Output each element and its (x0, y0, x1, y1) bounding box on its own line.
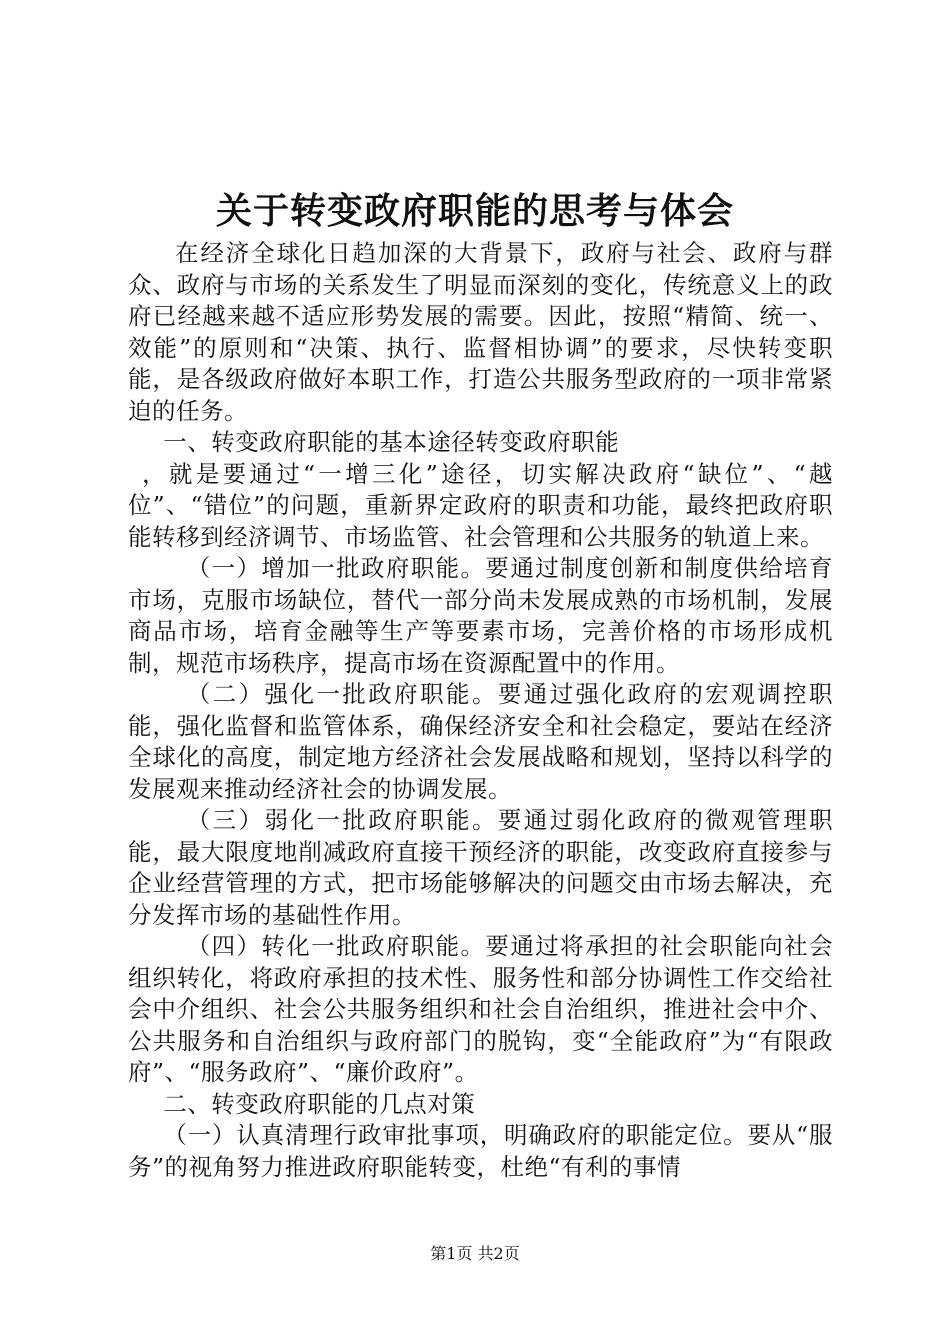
paragraph-item-3: （三）弱化一批政府职能。要通过弱化政府的微观管理职能，最大限度地削减政府直接干预经济的职能，改变政府直接参与企业经营管理的方式，把市场能够解决的问题交由市场去解决，充分发挥市场的基础性作用。 (128, 806, 833, 929)
paragraph-intro: 在经济全球化日趋加深的大背景下，政府与社会、政府与群众、政府与市场的关系发生了明显而深刻的变化，传统意义上的政府已经越来越不适应形势发展的需要。因此，按照“精简、统一、效能”的原则和“决策、执行、监督相协调”的要求，尽快转变职能，是各级政府做好本职工作，打造公共服务型政府的一项非常紧迫的任务。 (128, 239, 833, 425)
paragraph-approach: ，就是要通过“一增三化”途径，切实解决政府“缺位”、“越位”、“错位”的问题，重新界定政府的职责和功能，最终把政府职能转移到经济调节、市场监管、社会管理和公共服务的轨道上来。 (128, 459, 833, 551)
paragraph-item-4: （四）转化一批政府职能。要通过将承担的社会职能向社会组织转化，将政府承担的技术性、服务性和部分协调性工作交给社会中介组织、社会公共服务组织和社会自治组织，推进社会中介、公共服务和自治组织与政府部门的脱钩，变“全能政府”为“有限政府”、“服务政府”、“廉价政府”。 (128, 932, 833, 1086)
section-heading-1: 一、转变政府职能的基本途径转变政府职能 (163, 428, 620, 456)
section-heading-2: 二、转变政府职能的几点对策 (163, 1089, 476, 1118)
paragraph-item-2: （二）强化一批政府职能。要通过强化政府的宏观调控职能，强化监督和监管体系，确保经济安全和社会稳定，要站在经济全球化的高度，制定地方经济社会发展战略和规划，坚持以科学的发展观来推动经济社会的协调发展。 (128, 680, 833, 803)
paragraph-item-1: （一）增加一批政府职能。要通过制度创新和制度供给培育市场，克服市场缺位，替代一部分尚未发展成熟的市场机制，发展商品市场，培育金融等生产等要素市场，完善价格的市场形成机制，规范市场秩序，提高市场在资源配置中的作用。 (128, 554, 833, 677)
page-indicator: 第1页 共2页 (430, 1244, 520, 1263)
document-body (128, 238, 833, 1183)
paragraph-measure-1: （一）认真清理行政审批事项，明确政府的职能定位。要从“服务”的视角努力推进政府职能转变，杜绝“有利的事情 (128, 1121, 833, 1181)
page-title: 关于转变政府职能的思考与体会 (215, 190, 734, 232)
